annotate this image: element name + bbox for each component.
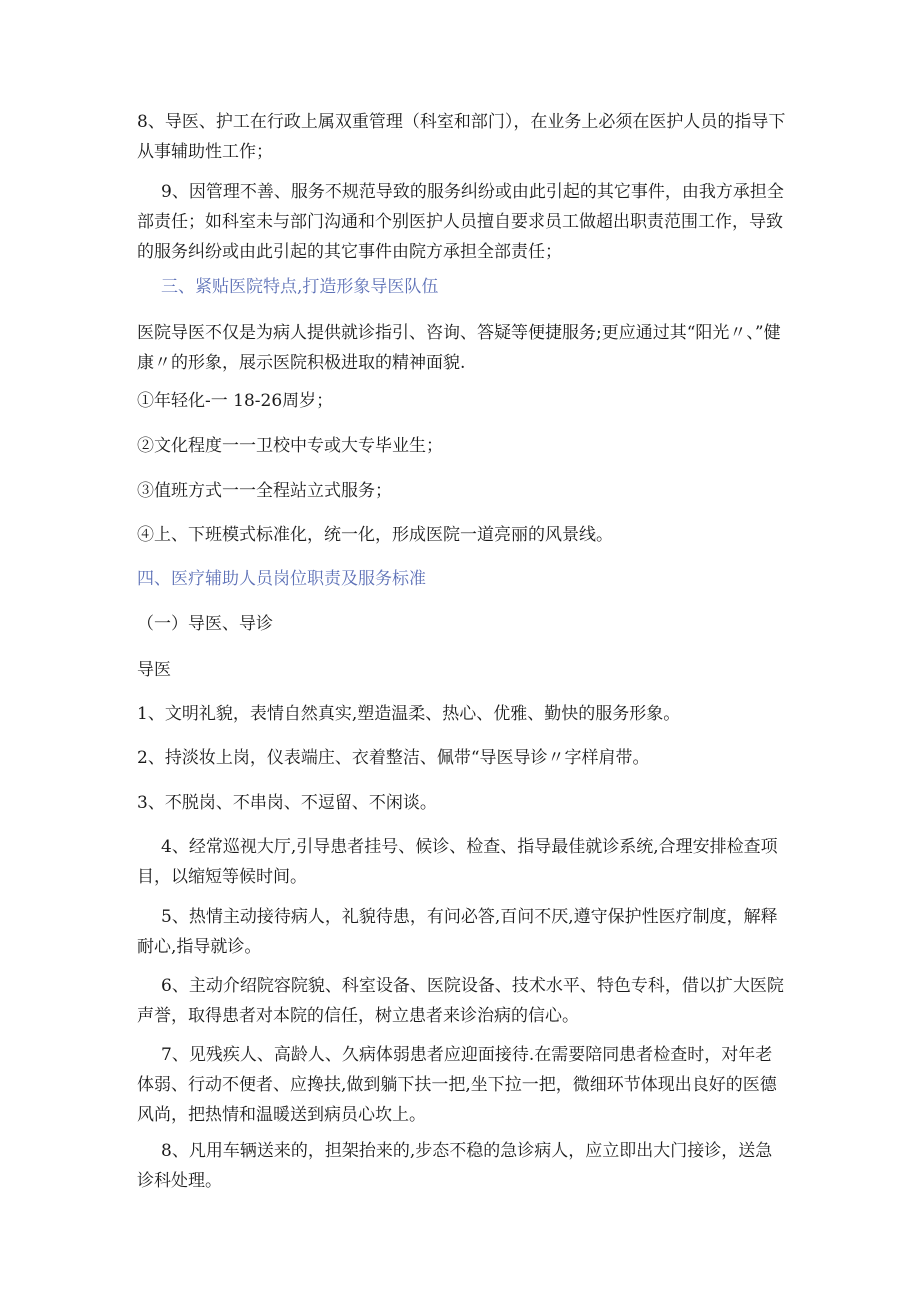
paragraph-item-8-admin — [137, 107, 787, 167]
heading-text: 三、紧贴医院特点,打造形象导医队伍 — [161, 277, 439, 297]
duty-text: 2、持淡妆上岗，仪表端庄、衣着整洁、佩带“导医导诊〃字样肩带。 — [137, 748, 650, 768]
subsection-heading-1 — [137, 609, 787, 639]
role-text: 导医 — [137, 660, 171, 680]
duty-text: 7、见残疾人、高龄人、久病体弱患者应迎面接待.在需要陪同患者检查时，对年老体弱、行动不便者、应搀扶,做到躺下扶一把,坐下拉一把，微细环节体现出良好的医德风尚，把热情和温暖送到病员心坎上。 — [137, 1045, 777, 1125]
criteria-text: ①年轻化-一 18-26周岁； — [137, 391, 334, 411]
duty-text: 3、不脱岗、不串岗、不逗留、不闲谈。 — [137, 793, 437, 813]
criteria-item-3 — [137, 476, 787, 506]
criteria-item-1 — [137, 386, 787, 416]
duty-item-5 — [137, 902, 787, 962]
duty-text: 4、经常巡视大厅,引导患者挂号、候诊、检查、指导最佳就诊系统,合理安排检查项目，以缩短等候时间。 — [137, 837, 778, 887]
paragraph-item-9-responsibility — [137, 177, 787, 267]
duty-text: 1、文明礼貌，表情自然真实,塑造温柔、热心、优雅、勤快的服务形象。 — [137, 704, 681, 724]
subheading-text: （一）导医、导诊 — [137, 614, 273, 634]
duty-text: 6、主动介绍院容院貌、科室设备、医院设备、技术水平、特色专科，借以扩大医院声誉，取得患者对本院的信任，树立患者来诊治病的信心。 — [137, 976, 784, 1026]
criteria-text: ④上、下班模式标准化，统一化，形成医院一道亮丽的风景线。 — [137, 525, 613, 545]
section-heading-4 — [137, 564, 787, 594]
duty-item-6 — [137, 971, 787, 1031]
duty-item-2 — [137, 743, 787, 773]
duty-item-4 — [137, 832, 787, 892]
duty-item-3 — [137, 788, 787, 818]
role-title-daoyi — [137, 655, 787, 685]
section-heading-3 — [137, 272, 787, 302]
criteria-item-4 — [137, 520, 787, 550]
criteria-text: ②文化程度一一卫校中专或大专毕业生； — [137, 436, 443, 456]
paragraph-text: 9、因管理不善、服务不规范导致的服务纠纷或由此引起的其它事件，由我方承担全部责任；如科室未与部门沟通和个别医护人员擅自要求员工做超出职责范围工作，导致的服务纠纷或由此引起的其它事件由院方承担全部责任； — [137, 182, 784, 262]
duty-text: 5、热情主动接待病人，礼貌待患，有问必答,百问不厌,遵守保护性医疗制度，解释耐心,指导就诊。 — [137, 907, 778, 957]
duty-item-7 — [137, 1040, 787, 1130]
criteria-item-2 — [137, 431, 787, 461]
duty-text: 8、凡用车辆送来的，担架抬来的,步态不稳的急诊病人，应立即出大门接诊，送急诊科处理。 — [137, 1141, 773, 1191]
criteria-text: ③值班方式一一全程站立式服务； — [137, 481, 392, 501]
intro-paragraph — [137, 318, 787, 378]
duty-item-1 — [137, 699, 787, 729]
paragraph-text: 医院导医不仅是为病人提供就诊指引、咨询、答疑等便捷服务;更应通过其“阳光〃、”健康〃的形象，展示医院积极进取的精神面貌. — [137, 323, 781, 373]
paragraph-text: 8、导医、护工在行政上属双重管理（科室和部门），在业务上必须在医护人员的指导下从事辅助性工作； — [137, 112, 786, 162]
duty-item-8 — [137, 1136, 787, 1196]
heading-text: 四、医疗辅助人员岗位职责及服务标准 — [137, 569, 426, 589]
